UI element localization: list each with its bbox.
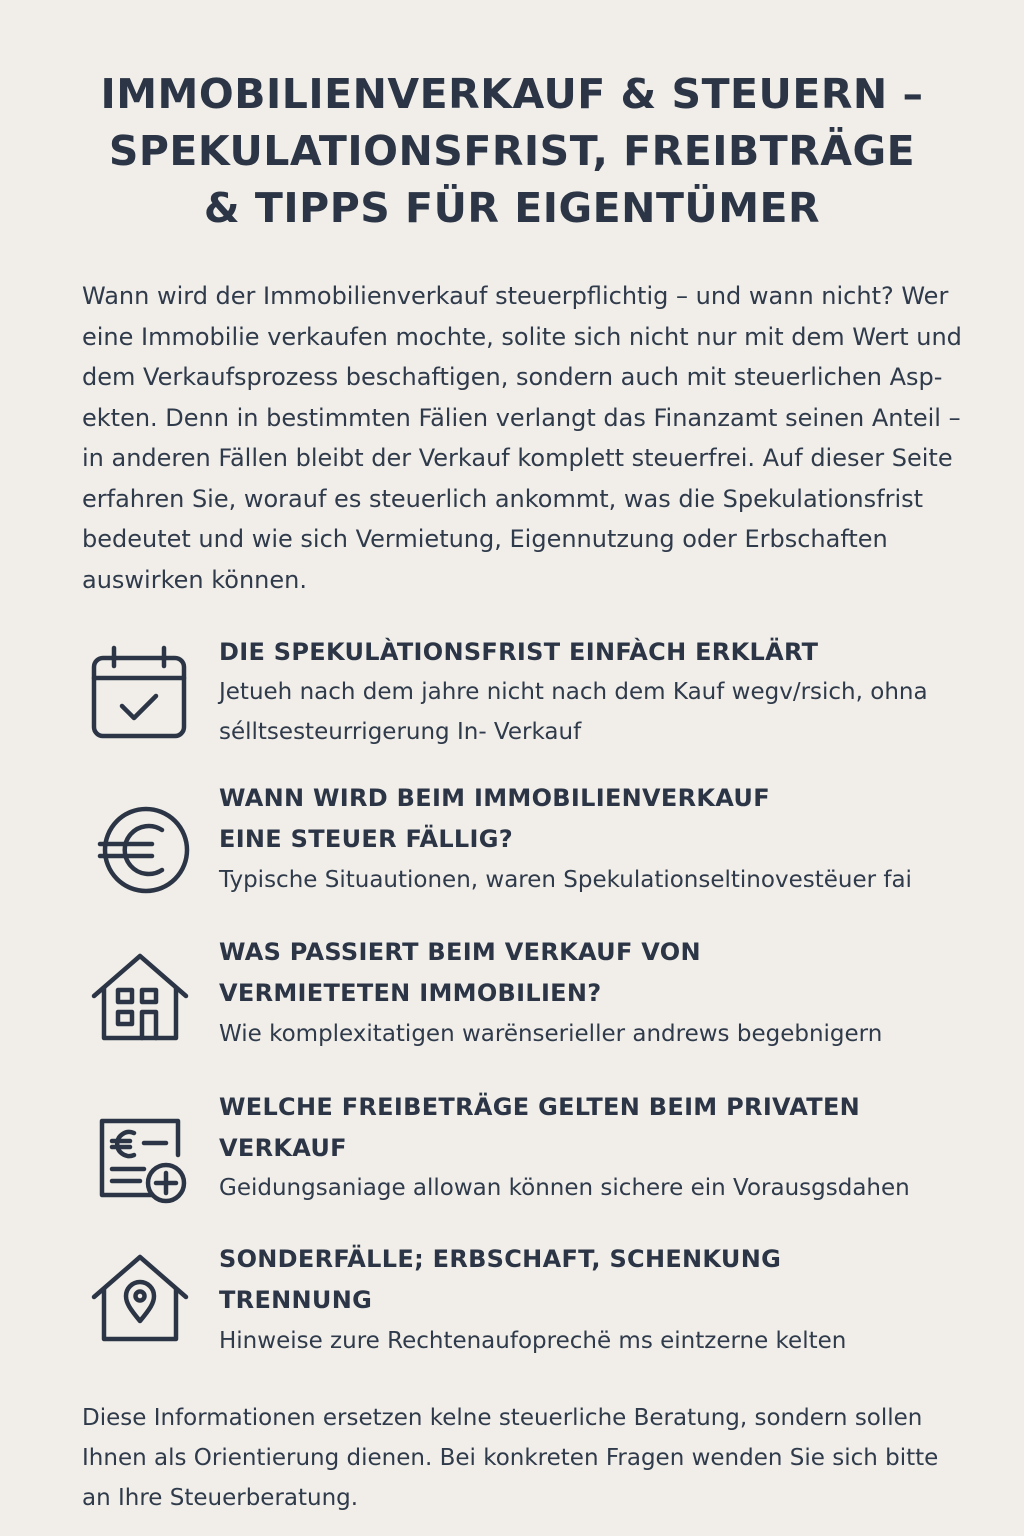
heading-line: WELCHE FREIBETRÄGE GELTEN BEIM PRIVATEN	[219, 1093, 861, 1121]
section-description	[219, 672, 999, 752]
intro-line: ekten. Denn in bestimmten Fälien verlangt das Finanzamt seinen Anteil –	[82, 403, 961, 432]
intro-paragraph	[82, 276, 982, 600]
heading-line: VERMIETETEN IMMOBILIEN?	[219, 979, 602, 1007]
desc-line: Geidungsaniage allowan können sichere ein Vorausgsdahen	[219, 1175, 910, 1201]
disclaimer-line: Ihnen als Orientierung dienen. Bei konkreten Fragen wenden Sie sich bitte	[82, 1445, 939, 1471]
section-heading	[219, 1239, 999, 1321]
intro-line: erfahren Sie, worauf es steuerlich ankommt, was die Spekulationsfrist	[82, 484, 924, 513]
house-location-icon	[90, 1249, 190, 1349]
intro-line: dem Verkaufsprozess beschaftigen, sondern auch mit steuerlichen Asp-	[82, 363, 943, 391]
disclaimer	[82, 1398, 982, 1518]
document-euro-plus-icon	[90, 1113, 190, 1213]
heading-line: EINE STEUER FÄLLIG?	[219, 825, 513, 853]
desc-line: Wie komplexitatigen warënserieller andrews begebnigern	[219, 1021, 883, 1047]
title-line: & TIPPS FÜR EIGENTÜMER	[203, 184, 821, 232]
title-line: SPEKULATIONSFRIST, FREIBTRÄGE	[108, 127, 916, 175]
house-icon	[90, 950, 190, 1050]
section-heading	[219, 932, 999, 1014]
heading-line: VERKAUF	[219, 1134, 347, 1162]
section-heading	[219, 632, 999, 673]
section-description	[219, 1321, 999, 1361]
desc-line: Jetueh nach dem jahre nicht nach dem Kauf wegv/rsich, ohna	[219, 679, 928, 705]
intro-line: in anderen Fällen bleibt der Verkauf komplett steuerfrei. Auf dieser Seite	[82, 444, 953, 472]
section-description	[219, 860, 999, 900]
calendar-check-icon	[90, 644, 190, 744]
desc-line: sélltsesteurrigerung In- Verkauf	[219, 719, 582, 745]
heading-line: WANN WIRD BEIM IMMOBILIENVERKAUF	[219, 784, 770, 812]
disclaimer-line: an Ihre Steuerberatung.	[82, 1485, 359, 1511]
heading-line: TRENNUNG	[219, 1286, 373, 1314]
intro-line: Wann wird der Immobilienverkauf steuerpflichtig – und wann nicht? Wer	[82, 282, 949, 310]
section-heading	[219, 778, 999, 860]
desc-line: Typische Situautionen, waren Spekulationseltinovestëuer fai	[219, 867, 912, 893]
intro-line: bedeutet und wie sich Vermietung, Eigennutzung oder Erbschaften	[82, 525, 888, 553]
section-heading	[219, 1087, 999, 1169]
section-description	[219, 1168, 999, 1208]
heading-line: DIE SPEKULÀTIONSFRIST EINFÀCH ERKLÄRT	[219, 638, 819, 666]
euro-icon	[90, 800, 190, 900]
title-line: IMMOBILIENVERKAUF & STEUERN –	[100, 70, 924, 118]
page-title	[40, 66, 984, 237]
section-description	[219, 1014, 999, 1054]
disclaimer-line: Diese Informationen ersetzen kelne steuerliche Beratung, sondern sollen	[82, 1405, 923, 1431]
heading-line: WAS PASSIERT BEIM VERKAUF VON	[219, 938, 701, 966]
heading-line: SONDERFÄLLE; ERBSCHAFT, SCHENKUNG	[219, 1245, 782, 1273]
intro-line: auswirken können.	[82, 565, 307, 594]
desc-line: Hinweise zure Rechtenaufoprechë ms eintzerne kelten	[219, 1328, 847, 1354]
intro-line: eine Immobilie verkaufen mochte, solite sich nicht nur mit dem Wert und	[82, 322, 962, 351]
